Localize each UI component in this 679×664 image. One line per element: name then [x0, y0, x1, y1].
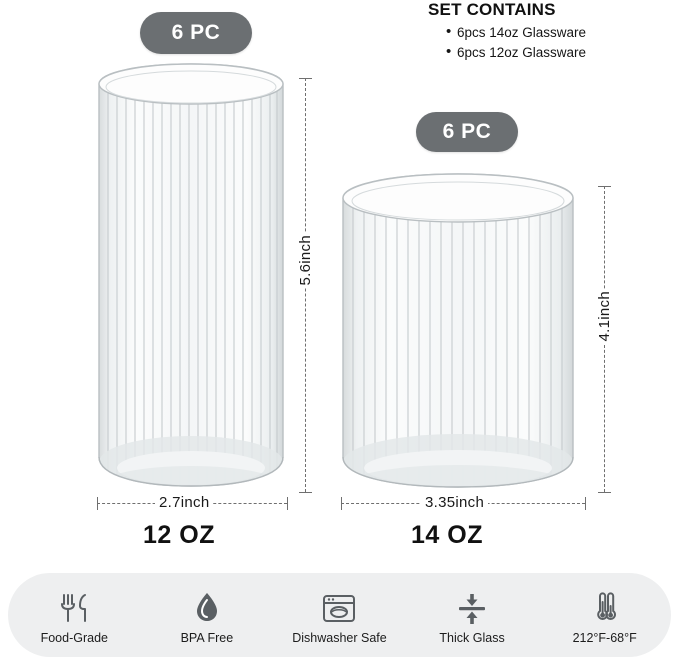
- thick-glass-icon: [452, 586, 492, 630]
- thermometer-icon: [585, 586, 625, 630]
- dim-cap: [598, 492, 611, 493]
- badge-piece-count-short: 6 PC: [416, 112, 518, 152]
- dim-cap: [341, 497, 342, 510]
- feature-temperature-range: [541, 586, 669, 645]
- capacity-label-tall: 12 OZ: [143, 521, 215, 549]
- dim-label-tall-height: 5.6inch: [297, 232, 314, 288]
- feature-bar: [8, 573, 671, 657]
- set-contains-list: [428, 23, 678, 62]
- feature-label: 212°F-68°F: [572, 630, 637, 645]
- short-glass-image: [340, 172, 576, 490]
- capacity-label-short: 14 OZ: [411, 521, 483, 549]
- feature-label: BPA Free: [180, 630, 234, 645]
- feature-thick-glass: [408, 586, 536, 645]
- dim-cap: [287, 497, 288, 510]
- dim-cap: [585, 497, 586, 510]
- feature-label: Dishwasher Safe: [292, 630, 387, 645]
- tall-glass-image: [96, 62, 286, 490]
- bpa-free-icon: [187, 586, 227, 630]
- dim-label-short-height: 4.1inch: [596, 288, 613, 344]
- dim-cap: [299, 78, 312, 79]
- dishwasher-icon: [318, 586, 360, 630]
- dim-label-short-width: 3.35inch: [421, 494, 488, 511]
- dim-cap: [97, 497, 98, 510]
- feature-food-grade: [10, 586, 138, 645]
- badge-piece-count-tall: 6 PC: [140, 12, 252, 54]
- dim-cap: [299, 492, 312, 493]
- list-item: • 6pcs 14oz Glassware: [446, 23, 678, 42]
- set-contains-title: SET CONTAINS: [428, 0, 556, 19]
- set-contains-block: [428, 0, 678, 63]
- feature-bpa-free: [143, 586, 271, 645]
- feature-label: Thick Glass: [439, 630, 505, 645]
- list-item: • 6pcs 12oz Glassware: [446, 43, 678, 62]
- dim-label-tall-width: 2.7inch: [155, 494, 213, 511]
- feature-label: Food-Grade: [40, 630, 108, 645]
- food-grade-icon: [54, 586, 94, 630]
- dim-cap: [598, 186, 611, 187]
- feature-dishwasher-safe: [275, 586, 403, 645]
